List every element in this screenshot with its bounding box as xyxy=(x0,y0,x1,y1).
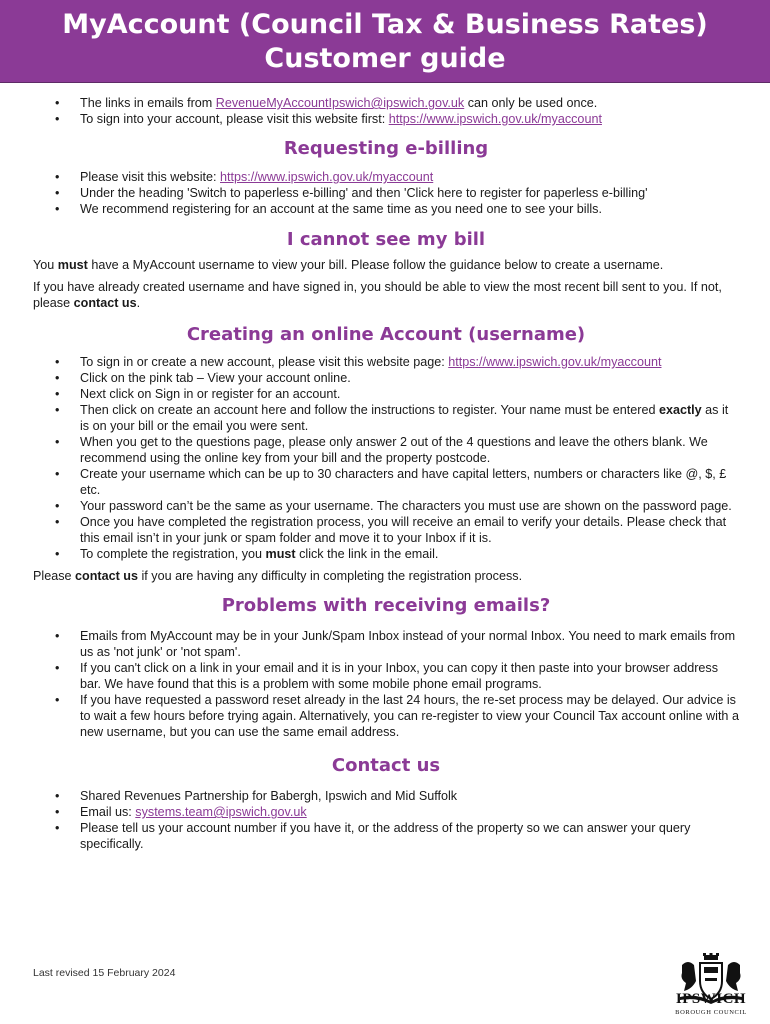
list-item: • To sign in or create a new account, please visit this website page: https://www.ipswich.gov.uk/myaccount xyxy=(33,354,739,370)
list-item: • Under the heading 'Switch to paperless e-billing' and then 'Click here to register for paperless e-billing' xyxy=(33,185,739,201)
list-item: • When you get to the questions page, please only answer 2 out of the 4 questions and leave the others blank. We recommend using the online key from your bill and the property postcode. xyxy=(33,434,739,466)
logo-name: IPSWICH xyxy=(675,991,747,1007)
list-item: • Click on the pink tab – View your account online. xyxy=(33,370,739,386)
list-item: • Please tell us your account number if you have it, or the address of the property so we can answer your query specifically. xyxy=(33,820,739,852)
contact-list xyxy=(33,788,739,852)
list-item: • Then click on create an account here and follow the instructions to register. Your name must be entered exactly as it is on your bill or the email you were sent. xyxy=(33,402,739,434)
title-banner xyxy=(0,0,770,83)
email-link[interactable]: systems.team@ipswich.gov.uk xyxy=(135,805,307,819)
list-item: • If you can't click on a link in your email and it is in your Inbox, you can copy it then paste into your browser address bar. We have found that this is a problem with some mobile phone email programs. xyxy=(33,660,739,692)
document-body xyxy=(33,95,739,852)
intro-list xyxy=(33,95,739,127)
problems-list xyxy=(33,628,739,740)
list-item: • We recommend registering for an account at the same time as you need one to see your bills. xyxy=(33,201,739,217)
section-heading-cannot-see: I cannot see my bill xyxy=(286,229,486,250)
list-item: • Once you have completed the registration process, you will receive an email to verify your details. Please check that this email isn’t in your junk or spam folder and move it to your Inbox if it is. xyxy=(33,514,739,546)
section-heading-contact: Contact us xyxy=(331,755,441,776)
paragraph: Please contact us if you are having any difficulty in completing the registration process. xyxy=(33,569,523,583)
ebilling-list xyxy=(33,169,739,217)
list-item: • The links in emails from RevenueMyAccountIpswich@ipswich.gov.uk can only be used once. xyxy=(33,95,739,111)
contact-us-text: contact us xyxy=(75,569,138,583)
list-item: • Email us: systems.team@ipswich.gov.uk xyxy=(33,804,739,820)
contact-us-text: contact us xyxy=(73,296,137,310)
list-item: • To sign into your account, please visit this website first: https://www.ipswich.gov.uk/myaccount xyxy=(33,111,739,127)
list-item: • To complete the registration, you must click the link in the email. xyxy=(33,546,739,562)
creating-list xyxy=(33,354,739,562)
list-item: • Emails from MyAccount may be in your Junk/Spam Inbox instead of your normal Inbox. You need to mark emails from us as 'not junk' or 'not spam'. xyxy=(33,628,739,660)
paragraph: You must have a MyAccount username to view your bill. Please follow the guidance below to create a username. xyxy=(33,258,664,272)
logo-subtitle: BOROUGH COUNCIL xyxy=(675,1009,747,1016)
page-title: MyAccount (Council Tax & Business Rates) xyxy=(62,9,708,40)
list-item: • Your password can’t be the same as your username. The characters you must use are shown on the password page. xyxy=(33,498,739,514)
myaccount-link[interactable]: https://www.ipswich.gov.uk/myaccount xyxy=(448,355,662,369)
last-revised: Last revised 15 February 2024 xyxy=(33,967,176,979)
myaccount-link[interactable]: https://www.ipswich.gov.uk/myaccount xyxy=(388,112,602,126)
list-item: • If you have requested a password reset already in the last 24 hours, the re-set process may be delayed. Our advice is to wait a few hours before trying again. Alternatively, you can re-register to view your Council Tax account online with a new username, but you can use the same email address. xyxy=(33,692,739,740)
list-item: • Create your username which can be up to 30 characters and have capital letters, numbers or characters like @, $, £ etc. xyxy=(33,466,739,498)
email-link[interactable]: RevenueMyAccountIpswich@ipswich.gov.uk xyxy=(215,96,465,110)
myaccount-link[interactable]: https://www.ipswich.gov.uk/myaccount xyxy=(220,170,434,184)
list-item: • Shared Revenues Partnership for Babergh, Ipswich and Mid Suffolk xyxy=(33,788,739,804)
section-heading-creating: Creating an online Account (username) xyxy=(186,324,586,345)
paragraph: If you have already created username and have signed in, you should be able to view the most recent bill sent to you. If not, please contact us. xyxy=(33,280,722,310)
page-subtitle: Customer guide xyxy=(264,43,506,74)
section-heading-ebilling: Requesting e-billing xyxy=(283,138,489,159)
list-item: • Next click on Sign in or register for an account. xyxy=(33,386,739,402)
section-heading-problems: Problems with receiving emails? xyxy=(221,595,551,616)
list-item: • Please visit this website: https://www.ipswich.gov.uk/myaccount xyxy=(33,169,739,185)
